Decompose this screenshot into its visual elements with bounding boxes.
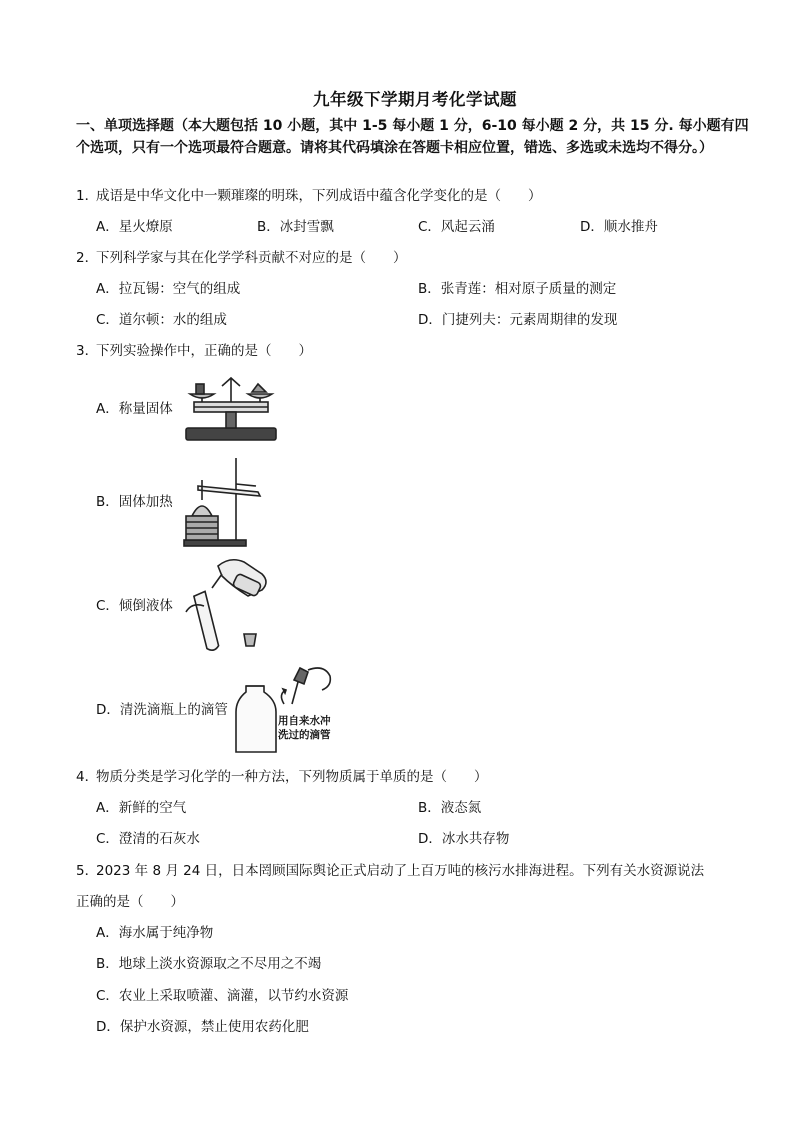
- q4-option-b: B．液态氮: [418, 800, 482, 816]
- question-5-stem-continued: 正确的是（ ）: [76, 894, 184, 910]
- question-number: 3．: [76, 343, 99, 359]
- question-stem: 物质分类是学习化学的一种方法，下列物质属于单质的是（ ）: [96, 769, 488, 785]
- question-stem: 下列实验操作中，正确的是（ ）: [96, 343, 312, 359]
- question-3: [76, 341, 312, 361]
- q1-option-b: B．冰封雪飘: [257, 219, 334, 235]
- exam-title: 九年级下学期月考化学试题: [313, 90, 517, 109]
- q1-option-c: C．风起云涌: [418, 219, 495, 235]
- q3-option-c: C．倾倒液体: [96, 598, 173, 614]
- question-number: 5．: [76, 863, 99, 879]
- dropper-caption-line-2: 洗过的滴管: [278, 729, 331, 741]
- pour-liquid-figure: [182, 556, 276, 654]
- question-stem: 成语是中华文化中一颗璀璨的明珠，下列成语中蕴含化学变化的是（ ）: [96, 188, 542, 204]
- balance-scale-figure: [182, 372, 282, 446]
- q2-option-c: C．道尔顿：水的组成: [96, 312, 227, 328]
- q3-option-b: B．固体加热: [96, 494, 173, 510]
- dropper-bottle-figure: [234, 664, 338, 756]
- q5-option-c: C．农业上采取喷灌、滴灌，以节约水资源: [96, 988, 349, 1004]
- q1-option-d: D．顺水推舟: [580, 219, 658, 235]
- question-2: [76, 248, 407, 268]
- question-stem: 2023 年 8 月 24 日，日本罔顾国际舆论正式启动了上百万吨的核污水排海进程。下列有关水资源说法: [96, 863, 705, 879]
- section-heading: 一、单项选择题（本大题包括 10 小题，其中 1-5 每小题 1 分，6-10 每小题 2 分，共 15 分. 每小题有四个选项，只有一个选项最符合题意。请将其代码填涂在答题卡相应位置，错选、多选或未选均不得分。）: [76, 118, 749, 156]
- q5-option-b: B．地球上淡水资源取之不尽用之不竭: [96, 956, 322, 972]
- q4-option-c: C．澄清的石灰水: [96, 831, 200, 847]
- question-stem: 下列科学家与其在化学学科贡献不对应的是（ ）: [96, 250, 407, 266]
- question-4: [76, 767, 488, 787]
- q5-option-a: A．海水属于纯净物: [96, 925, 214, 941]
- q4-option-a: A．新鲜的空气: [96, 800, 187, 816]
- dropper-caption-line-1: 用自来水冲: [278, 715, 331, 727]
- q2-option-d: D．门捷列夫：元素周期律的发现: [418, 312, 618, 328]
- dropper-caption: [278, 714, 331, 742]
- question-number: 1．: [76, 188, 99, 204]
- q2-option-a: A．拉瓦锡：空气的组成: [96, 281, 241, 297]
- q3-option-a: A．称量固体: [96, 401, 173, 417]
- solid-heating-figure: [178, 456, 270, 550]
- q3-option-d: D．清洗滴瓶上的滴管: [96, 702, 228, 718]
- question-1: [76, 186, 542, 206]
- q4-option-d: D．冰水共存物: [418, 831, 510, 847]
- q5-option-d: D．保护水资源，禁止使用农药化肥: [96, 1019, 309, 1035]
- q2-option-b: B．张青莲：相对原子质量的测定: [418, 281, 617, 297]
- question-number: 2．: [76, 250, 99, 266]
- question-5: [76, 861, 704, 881]
- question-number: 4．: [76, 769, 99, 785]
- q1-option-a: A．星火燎原: [96, 219, 173, 235]
